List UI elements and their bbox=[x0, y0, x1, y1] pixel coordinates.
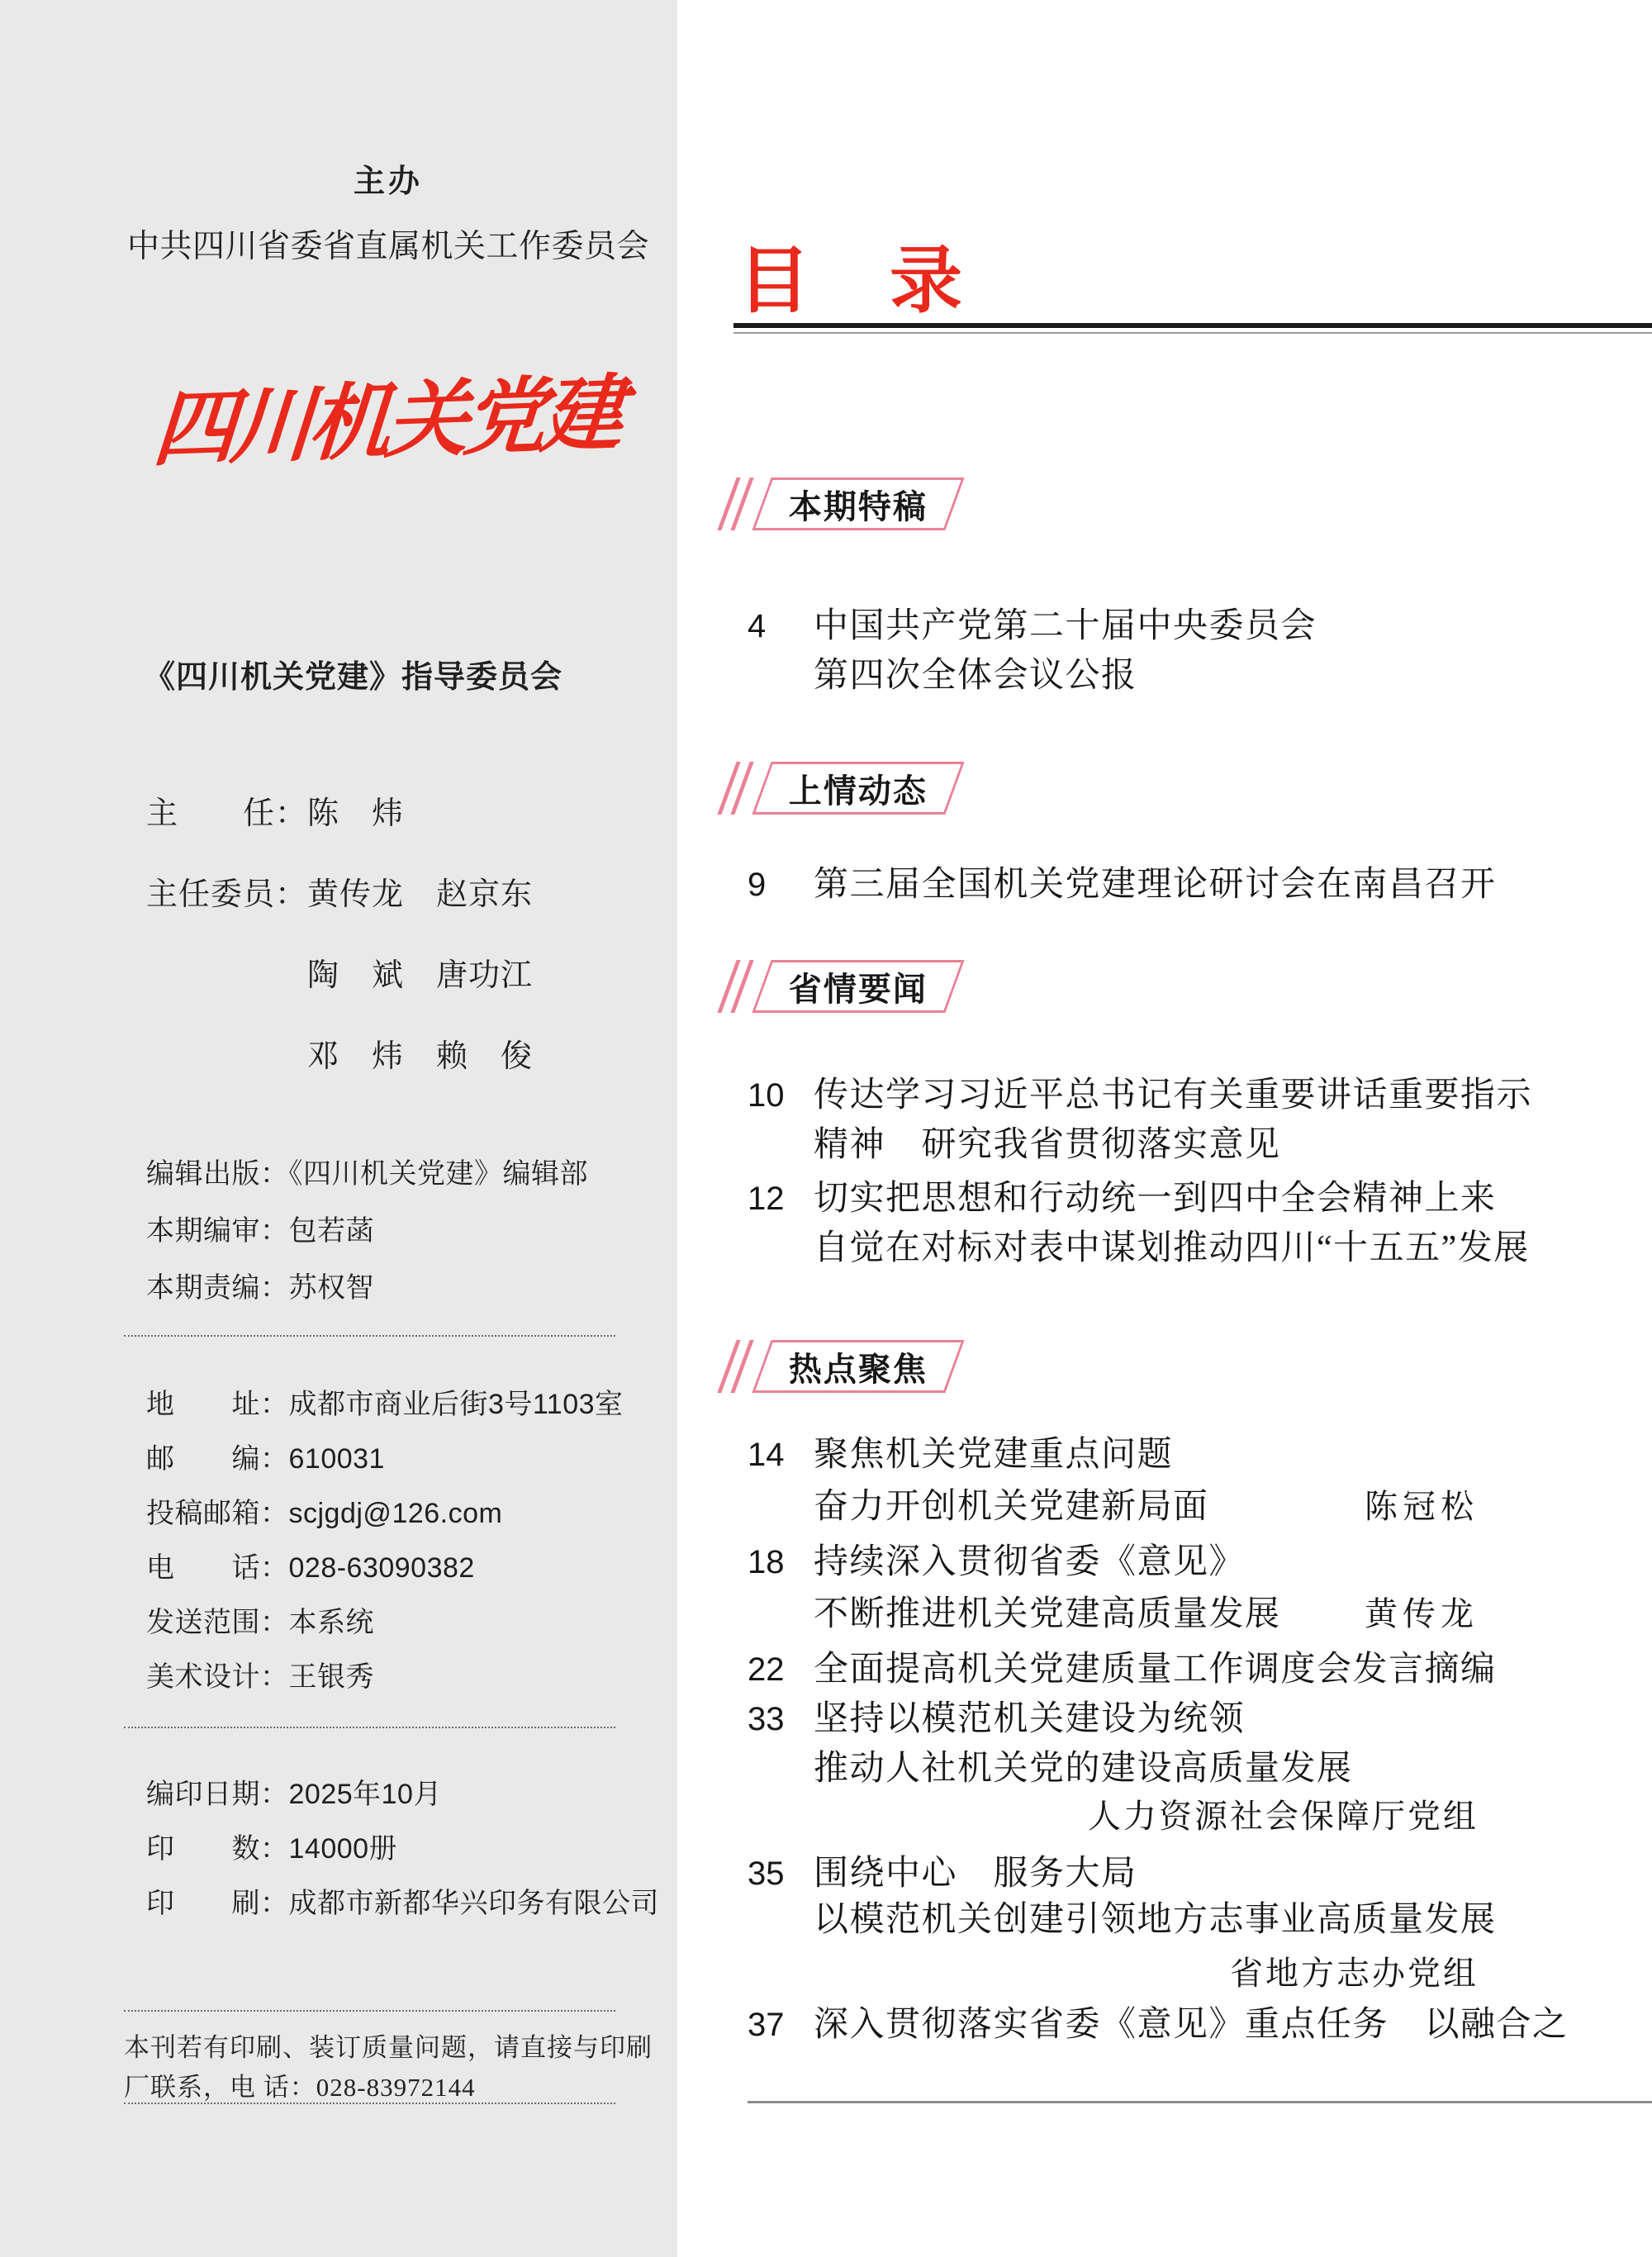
toc-item-title-line: 深入贯彻落实省委《意见》重点任务 以融合之 bbox=[814, 2006, 1569, 2044]
dotted-divider bbox=[124, 2103, 615, 2104]
dotted-divider bbox=[124, 1727, 615, 1728]
toc-item-org: 人力资源社会保障厅党组 bbox=[1088, 1798, 1479, 1835]
section-header-label: 热点聚焦 bbox=[789, 1351, 928, 1388]
organizer-block bbox=[112, 155, 665, 267]
toc-item-title-line: 全面提高机关党建质量工作调度会发言摘编 bbox=[814, 1651, 1497, 1689]
toc-item-title-line: 奋力开创机关党建新局面 bbox=[814, 1488, 1209, 1526]
rule-thin-line bbox=[733, 332, 1652, 334]
print-count-row: 印 数：14000册 bbox=[146, 1833, 398, 1865]
art-design-row: 美术设计：王银秀 bbox=[146, 1661, 374, 1693]
masthead-sidebar bbox=[0, 0, 677, 2257]
organizer-label: 主办 bbox=[353, 164, 423, 199]
section-header-central-news bbox=[727, 762, 955, 815]
toc-item-number: 12 bbox=[748, 1181, 785, 1217]
postcode-row: 邮 编：610031 bbox=[146, 1443, 385, 1475]
toc-item-title-line: 第三届全国机关党建理论研讨会在南昌召开 bbox=[814, 866, 1497, 904]
toc-item-number: 35 bbox=[748, 1855, 785, 1892]
issue-reviewer-row: 本期编审：包若菡 bbox=[146, 1215, 374, 1247]
toc-page-title: 目 录 bbox=[738, 240, 966, 321]
submission-email-row: 投稿邮箱：scjgdj@126.com bbox=[146, 1498, 503, 1529]
quality-notice bbox=[124, 2028, 653, 2107]
toc-item-title-line: 传达学习习近平总书记有关重要讲话重要指示 bbox=[814, 1076, 1533, 1114]
toc-item-author: 黄传龙 bbox=[1365, 1595, 1479, 1632]
publisher-rows bbox=[146, 1146, 588, 1317]
section-header-box bbox=[752, 960, 964, 1013]
section-header-box bbox=[752, 762, 964, 815]
toc-item-title-line: 坚持以模范机关建设为统领 bbox=[814, 1700, 1246, 1738]
committee-rows bbox=[146, 773, 533, 1097]
issue-editor-row: 本期责编：苏权智 bbox=[146, 1272, 374, 1304]
committee-title: 《四川机关党建》指导委员会 bbox=[144, 660, 563, 695]
quality-notice-line: 本刊若有印刷、装订质量问题，请直接与印刷 bbox=[124, 2033, 653, 2062]
toc-item-title-line: 第四次全体会议公报 bbox=[814, 657, 1137, 695]
toc-item-title-line: 推动人社机关党的建设高质量发展 bbox=[814, 1750, 1353, 1788]
toc-item-author: 陈冠松 bbox=[1365, 1488, 1479, 1525]
section-header-box bbox=[752, 478, 964, 530]
dotted-divider bbox=[124, 2010, 615, 2012]
toc-item-number: 22 bbox=[748, 1651, 785, 1688]
toc-title-rule bbox=[733, 323, 1652, 334]
toc-item-title-line: 精神 研究我省贯彻落实意见 bbox=[814, 1126, 1281, 1164]
committee-row-members-3: 邓 炜 赖 俊 bbox=[146, 1039, 534, 1074]
toc-item-title-line: 以模范机关创建引领地方志事业高质量发展 bbox=[814, 1901, 1497, 1939]
toc-bottom-rule bbox=[748, 2101, 1652, 2103]
print-rows bbox=[146, 1767, 659, 1931]
organizer-name: 中共四川省委省直属机关工作委员会 bbox=[126, 229, 649, 264]
dotted-divider bbox=[124, 1335, 615, 1337]
quality-notice-line: 厂联系，电 话：028-83972144 bbox=[124, 2073, 476, 2102]
committee-row-members-1: 主任委员：黄传龙 赵京东 bbox=[146, 877, 534, 912]
toc-item-number: 9 bbox=[748, 867, 767, 903]
distribution-row: 发送范围：本系统 bbox=[146, 1607, 374, 1638]
section-header-province-news bbox=[727, 960, 955, 1013]
section-header-label: 上情动态 bbox=[789, 772, 928, 810]
toc-item-title-line: 中国共产党第二十届中央委员会 bbox=[814, 607, 1317, 645]
contact-rows bbox=[146, 1377, 624, 1704]
section-header-box bbox=[752, 1340, 964, 1393]
rule-thick-line bbox=[733, 323, 1652, 328]
address-row: 地 址：成都市商业后街3号1103室 bbox=[146, 1389, 624, 1420]
toc-item-number: 14 bbox=[748, 1437, 785, 1473]
toc-item-org: 省地方志办党组 bbox=[1230, 1955, 1479, 1992]
section-header-hot-focus bbox=[727, 1340, 955, 1393]
printer-row: 印 刷：成都市新都华兴印务有限公司 bbox=[146, 1888, 659, 1919]
section-header-label: 省情要闻 bbox=[789, 971, 928, 1008]
toc-item-title-line: 不断推进机关党建高质量发展 bbox=[814, 1595, 1281, 1633]
toc-item-title-line: 自觉在对标对表中谋划推动四川“十五五”发展 bbox=[814, 1229, 1530, 1267]
toc-item-number: 37 bbox=[748, 2007, 785, 2043]
toc-item-number: 18 bbox=[748, 1544, 785, 1580]
toc-item-number: 10 bbox=[748, 1077, 785, 1114]
committee-row-members-2: 陶 斌 唐功江 bbox=[146, 958, 534, 993]
magazine-logo: 四川机关党建 bbox=[150, 368, 623, 477]
committee-row-director: 主 任：陈 炜 bbox=[146, 796, 405, 831]
phone-row: 电 话：028-63090382 bbox=[146, 1552, 475, 1584]
publisher-row: 编辑出版：《四川机关党建》编辑部 bbox=[146, 1158, 588, 1190]
toc-item-number: 33 bbox=[748, 1701, 785, 1737]
section-header-features bbox=[727, 478, 955, 530]
toc-item-title-line: 持续深入贯彻省委《意见》 bbox=[814, 1543, 1246, 1581]
toc-item-title-line: 聚焦机关党建重点问题 bbox=[814, 1436, 1174, 1474]
toc-item-title-line: 围绕中心 服务大局 bbox=[814, 1855, 1137, 1893]
toc-item-title-line: 切实把思想和行动统一到四中全会精神上来 bbox=[814, 1180, 1497, 1218]
section-header-label: 本期特稿 bbox=[789, 488, 928, 525]
print-date-row: 编印日期：2025年10月 bbox=[146, 1779, 442, 1810]
toc-item-number: 4 bbox=[748, 608, 767, 644]
